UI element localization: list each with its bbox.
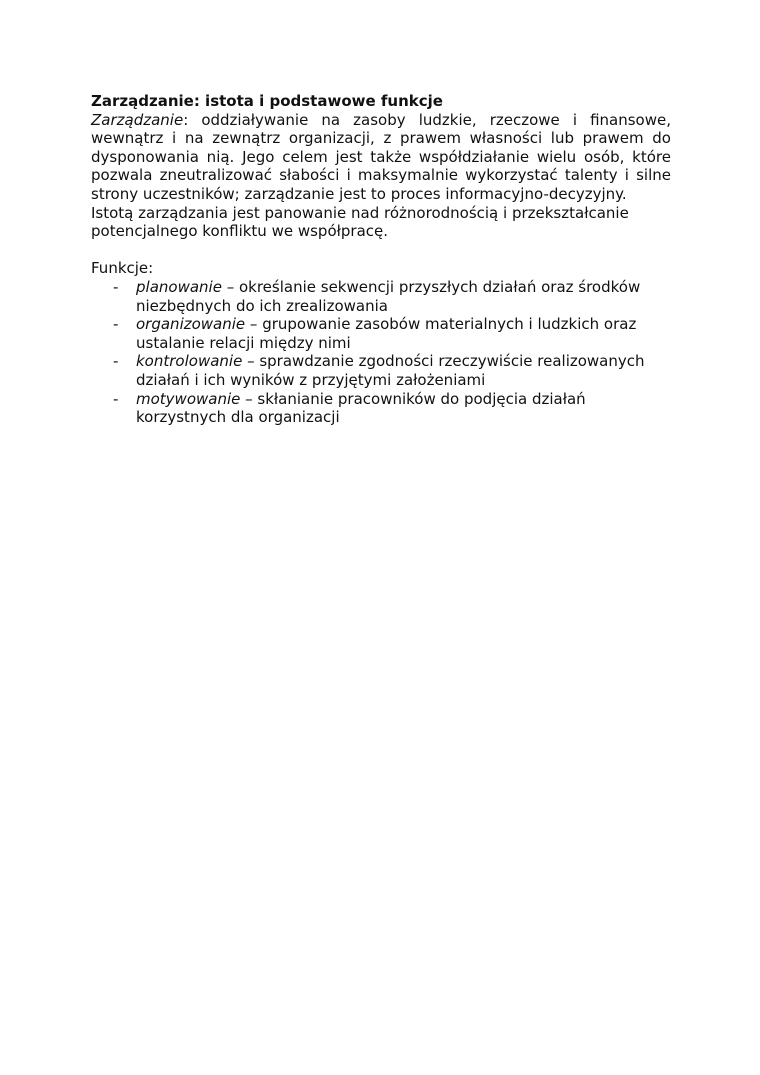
list-item-planowanie	[91, 278, 671, 315]
list-bullet: -	[113, 315, 119, 334]
list-item-motywowanie	[91, 390, 671, 427]
function-name: planowanie	[136, 277, 222, 296]
definition-term: Zarządzanie	[91, 110, 184, 129]
function-name: motywowanie	[136, 389, 241, 408]
definition-paragraph	[91, 111, 671, 204]
functions-heading: Funkcje:	[91, 259, 154, 278]
list-bullet: -	[113, 277, 119, 296]
definition-text: : oddziaływanie na zasoby ludzkie, rzeczowe i finansowe, wewnątrz i na zewnątrz organizacji, z prawem własności lub prawem do dysponowania nią. Jego celem jest także współdziałanie wielu osób, które pozwala zneutralizować słabości i maksymalnie wykorzystać talenty i silne strony uczestników; zarządzanie jest to proces informacyjno-decyzyjny.	[91, 110, 671, 203]
function-description: – skłanianie pracowników do podjęcia działań korzystnych dla organizacji	[136, 389, 586, 427]
list-item-organizowanie	[91, 315, 671, 352]
function-name: kontrolowanie	[136, 352, 243, 371]
function-description: – sprawdzanie zgodności rzeczywiście realizowanych działań i ich wyników z przyjętymi założeniami	[136, 352, 645, 389]
functions-list	[91, 278, 671, 427]
function-description: – określanie sekwencji przyszłych działań oraz środków niezbędnych do ich zrealizowania	[136, 277, 641, 315]
list-bullet: -	[113, 352, 119, 371]
document-body	[91, 92, 671, 427]
list-item-kontrolowanie	[91, 352, 671, 389]
list-bullet: -	[113, 389, 119, 408]
function-description: – grupowanie zasobów materialnych i ludzkich oraz ustalanie relacji między nimi	[136, 315, 637, 352]
document-title: Zarządzanie: istota i podstawowe funkcje	[91, 92, 443, 110]
closing-paragraph: Istotą zarządzania jest panowanie nad różnorodnością i przekształcanie potencjalnego konfliktu we współpracę.	[91, 203, 629, 241]
function-name: organizowanie	[136, 315, 246, 334]
